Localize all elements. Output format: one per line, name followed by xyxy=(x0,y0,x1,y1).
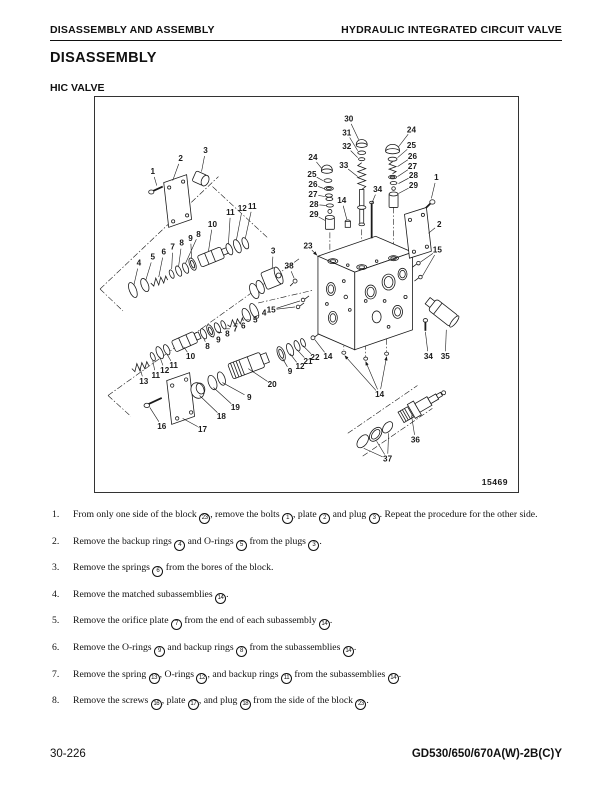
step-number: 7. xyxy=(52,668,60,680)
steps-list xyxy=(52,509,568,722)
page-number: 30-226 xyxy=(50,748,86,760)
figure-callout-37: 37 xyxy=(383,454,393,464)
figure-callout-15: 15 xyxy=(432,245,442,255)
figure-callout-12: 12 xyxy=(237,203,247,213)
figure-callout-11: 11 xyxy=(169,361,178,371)
circled-part-ref: 14 xyxy=(319,619,330,630)
figure-callout-8: 8 xyxy=(179,238,184,248)
figure-callout-24: 24 xyxy=(406,125,416,135)
figure-number: 15469 xyxy=(481,477,508,488)
end-plate-assembly-left xyxy=(149,171,211,228)
figure-callout-17: 17 xyxy=(197,424,208,434)
circled-part-ref: 16 xyxy=(151,699,162,710)
step-item xyxy=(52,562,568,577)
figure-callout-25: 25 xyxy=(307,170,317,180)
step-text: Remove the O-rings 9 and backup rings 8 from the subassemblies 14 . xyxy=(73,642,568,657)
cap-subassembly-middle xyxy=(345,140,373,239)
figure-callout-1: 1 xyxy=(150,167,156,177)
figure-callout-12: 12 xyxy=(160,366,170,376)
figure-callout-11: 11 xyxy=(226,207,235,217)
figure-callout-5: 5 xyxy=(252,315,258,325)
circled-part-ref: 5 xyxy=(236,540,247,551)
step-number: 2. xyxy=(52,535,60,547)
figure-callout-7: 7 xyxy=(170,242,175,252)
circled-part-ref: 6 xyxy=(152,566,163,577)
figure-callout-28: 28 xyxy=(408,171,418,181)
figure-callout-27: 27 xyxy=(407,162,417,172)
circled-part-ref: 7 xyxy=(171,619,182,630)
figure-callout-20: 20 xyxy=(267,380,277,390)
figure-callout-9: 9 xyxy=(247,392,252,402)
step-number: 1. xyxy=(52,509,60,520)
figure-callout-23: 23 xyxy=(303,241,313,251)
model-code: GD530/650/670A(W)-2B(C)Y xyxy=(411,748,562,760)
figure-callout-16: 16 xyxy=(157,421,167,431)
circled-part-ref: 3 xyxy=(369,513,380,524)
step-number: 8. xyxy=(52,695,60,707)
circled-part-ref: 14 xyxy=(343,646,354,657)
step-text: Remove the springs 6 from the bores of the block. xyxy=(73,562,568,577)
step-number: 4. xyxy=(52,588,60,600)
figure-callout-8: 8 xyxy=(205,342,210,352)
figure-callout-28: 28 xyxy=(309,199,319,209)
step-text: Remove the orifice plate 7 from the end of each subassembly 14 . xyxy=(73,615,568,630)
figure-callout-6: 6 xyxy=(241,321,246,331)
step-item xyxy=(52,642,568,657)
figure-callout-15: 15 xyxy=(266,305,276,315)
step-text: Remove the spring 13 , O-rings 12 , and backup rings 11 from the subassemblies 14 . xyxy=(73,669,568,684)
figure-callout-26: 26 xyxy=(407,152,417,162)
figure-callout-18: 18 xyxy=(216,411,226,421)
circled-part-ref: 13 xyxy=(149,673,160,684)
figure-callout-38: 38 xyxy=(284,261,294,271)
step-text: Remove the screws 16 , plate 17 , and plug 18 from the side of the block 23 . xyxy=(73,695,568,710)
figure-callout-22: 22 xyxy=(310,353,320,363)
figure-callout-25: 25 xyxy=(406,141,416,151)
exploded-view-figure xyxy=(94,96,519,493)
cap-subassembly-right xyxy=(386,144,400,207)
figure-callout-8: 8 xyxy=(196,229,201,239)
step-item xyxy=(52,536,568,551)
figure-callout-13: 13 xyxy=(139,377,149,387)
figure-callout-4: 4 xyxy=(136,258,142,268)
figure-callout-27: 27 xyxy=(308,190,318,200)
circled-part-ref: 1 xyxy=(282,513,293,524)
figure-callout-9: 9 xyxy=(188,233,193,243)
figure-callout-35: 35 xyxy=(440,352,450,362)
figure-callout-2: 2 xyxy=(437,219,442,229)
figure-callout-30: 30 xyxy=(344,114,354,124)
page-title: DISASSEMBLY xyxy=(50,50,157,66)
figure-callout-7: 7 xyxy=(233,324,238,334)
figure-callout-14: 14 xyxy=(323,352,333,362)
plug-subassembly-center xyxy=(248,266,309,309)
step-text: From only one side of the block 23 , remove the bolts 1 , plate 2 and plug 3 . Repeat the procedure for the other side. xyxy=(73,509,568,524)
figure-callout-31: 31 xyxy=(342,128,352,138)
circled-part-ref: 14 xyxy=(388,673,399,684)
circled-part-ref: 8 xyxy=(236,646,247,657)
figure-callout-29: 29 xyxy=(309,209,319,219)
circled-part-ref: 4 xyxy=(174,540,185,551)
figure-callout-24: 24 xyxy=(308,153,318,163)
figure-callout-9: 9 xyxy=(287,367,293,377)
circled-part-ref: 3 xyxy=(308,540,319,551)
figure-callout-26: 26 xyxy=(308,180,318,190)
figure-callout-32: 32 xyxy=(342,142,352,152)
step-item xyxy=(52,615,568,630)
figure-callout-4: 4 xyxy=(261,308,267,318)
circled-part-ref: 12 xyxy=(196,673,207,684)
figure-callout-11: 11 xyxy=(247,201,257,211)
step-text: Remove the matched subassemblies 14 . xyxy=(73,589,568,604)
circled-part-ref: 23 xyxy=(355,699,366,710)
circled-part-ref: 23 xyxy=(199,513,210,524)
figure-callout-3: 3 xyxy=(270,246,276,256)
figure-callout-21: 21 xyxy=(303,357,313,367)
page-header xyxy=(50,24,562,41)
figure-callout-5: 5 xyxy=(150,252,156,262)
figure-callout-33: 33 xyxy=(339,161,349,171)
step-number: 6. xyxy=(52,641,60,653)
figure-callout-29: 29 xyxy=(408,181,418,191)
step-number: 5. xyxy=(52,615,60,627)
figure-callout-3: 3 xyxy=(203,146,208,156)
figure-callout-6: 6 xyxy=(161,247,166,257)
figure-callout-1: 1 xyxy=(434,173,439,183)
step-item xyxy=(52,589,568,604)
figure-callout-11: 11 xyxy=(151,371,161,381)
figure-callout-10: 10 xyxy=(186,352,196,362)
figure-callout-10: 10 xyxy=(207,219,218,229)
header-section-title: DISASSEMBLY AND ASSEMBLY xyxy=(50,24,215,36)
figure-callout-8: 8 xyxy=(225,329,230,339)
figure-callout-9: 9 xyxy=(216,335,221,345)
figure-callout-2: 2 xyxy=(178,154,183,164)
circled-part-ref: 9 xyxy=(154,646,165,657)
figure-callout-14: 14 xyxy=(375,389,385,399)
circled-part-ref: 11 xyxy=(281,673,292,684)
section-subtitle: HIC VALVE xyxy=(50,82,105,94)
step-item xyxy=(52,695,568,710)
figure-callout-34: 34 xyxy=(373,185,383,195)
figure-callout-19: 19 xyxy=(230,402,240,412)
figure-callout-14: 14 xyxy=(337,195,347,205)
figure-callout-34: 34 xyxy=(423,352,433,362)
header-chapter-title: HYDRAULIC INTEGRATED CIRCUIT VALVE xyxy=(341,24,562,36)
valve-block xyxy=(318,236,413,360)
step-item xyxy=(52,509,568,524)
circled-part-ref: 17 xyxy=(188,699,199,710)
figure-callout-12: 12 xyxy=(295,362,305,372)
circled-part-ref: 14 xyxy=(215,593,226,604)
step-number: 3. xyxy=(52,562,60,574)
circled-part-ref: 2 xyxy=(319,513,330,524)
step-text: Remove the backup rings 4 and O-rings 5 from the plugs 3 . xyxy=(73,536,568,551)
figure-callout-36: 36 xyxy=(410,435,420,445)
step-item xyxy=(52,669,568,684)
circled-part-ref: 18 xyxy=(240,699,251,710)
